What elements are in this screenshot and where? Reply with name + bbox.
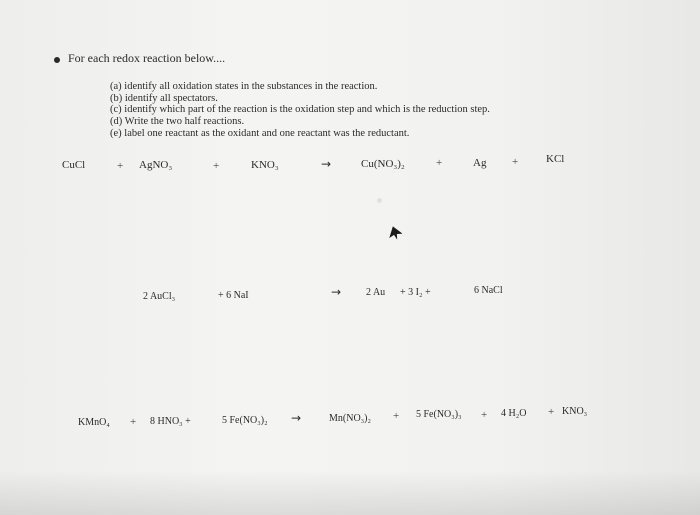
product-kcl: KCl bbox=[546, 153, 565, 165]
product-feno33: 5 Fe(NO₃)₃ bbox=[416, 409, 462, 420]
smudge bbox=[377, 198, 382, 203]
plus-sign: + bbox=[481, 409, 488, 421]
reaction-arrow-icon: → bbox=[321, 157, 332, 171]
product-ag: Ag bbox=[473, 157, 487, 169]
task-c: (c) identify which part of the reaction is the oxidation step and which is the reduction step. bbox=[110, 104, 490, 115]
reaction-arrow-icon: → bbox=[331, 285, 342, 299]
product-nacl: 6 NaCl bbox=[474, 285, 503, 296]
plus-sign: + bbox=[436, 157, 443, 169]
reactant-nai: + 6 NaI bbox=[218, 290, 249, 301]
task-a: (a) identify all oxidation states in the substances in the reaction. bbox=[110, 81, 378, 92]
bullet-icon bbox=[54, 57, 60, 63]
plus-sign: + bbox=[130, 416, 137, 428]
reactant-kmno4: KMnO₄ bbox=[78, 417, 110, 428]
product-au: 2 Au bbox=[366, 287, 386, 298]
reactant-aucl3: 2 AuCl₃ bbox=[143, 291, 176, 302]
product-h2o: 4 H₂O bbox=[501, 408, 527, 419]
task-b: (b) identify all spectators. bbox=[110, 93, 218, 104]
page-shadow bbox=[0, 470, 700, 515]
product-cuno32: Cu(NO₃)₂ bbox=[361, 158, 405, 170]
reaction-arrow-icon: → bbox=[291, 411, 302, 425]
plus-sign: + bbox=[393, 410, 400, 422]
plus-sign: + bbox=[512, 156, 519, 168]
intro-text: For each redox reaction below.... bbox=[68, 51, 226, 65]
reactant-agno3: AgNO₃ bbox=[139, 159, 173, 171]
product-i2: + 3 I₂ + bbox=[400, 287, 431, 298]
task-e: (e) label one reactant as the oxidant and one reactant was the reductant. bbox=[110, 128, 410, 139]
task-d: (d) Write the two half reactions. bbox=[110, 116, 245, 127]
plus-sign: + bbox=[117, 160, 124, 172]
cursor-arrow-icon bbox=[388, 226, 402, 240]
product-mnno32: Mn(NO₃)₂ bbox=[329, 413, 371, 424]
reactant-hno3: 8 HNO₃ + bbox=[150, 416, 191, 427]
plus-sign: + bbox=[548, 406, 555, 418]
product-kno3: KNO₃ bbox=[562, 406, 588, 417]
reactant-cucl: CuCl bbox=[62, 159, 86, 171]
reactant-feno32: 5 Fe(NO₃)₂ bbox=[222, 415, 268, 426]
plus-sign: + bbox=[213, 160, 220, 172]
reactant-kno3: KNO₃ bbox=[251, 159, 279, 171]
